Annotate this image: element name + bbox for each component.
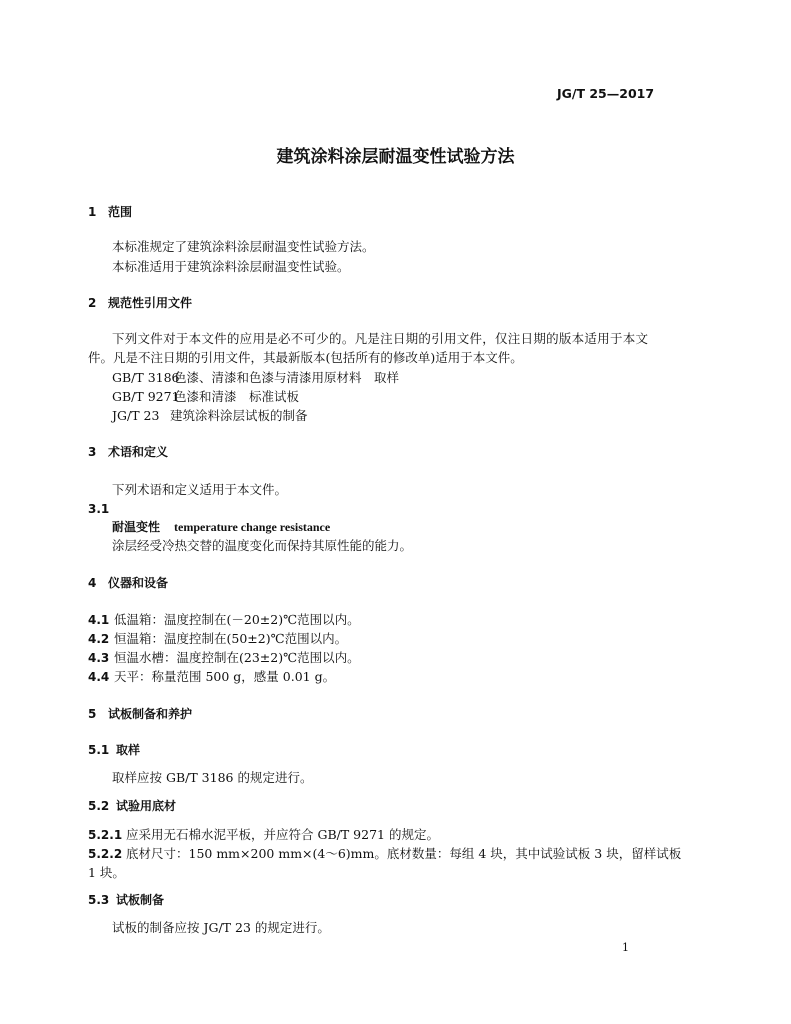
- item-text: 底材尺寸：150 mm×200 mm×(4～6)mm。底材数量：每组 4 块，其中试验试板 3 块，留样试板: [126, 846, 682, 861]
- item-number: 5.2.1: [88, 828, 123, 842]
- item-number: 5.2.2: [88, 847, 123, 861]
- reference-item: [112, 408, 308, 424]
- term-english: temperature change resistance: [174, 520, 331, 534]
- paragraph-line: 下列文件对于本文件的应用是必不可少的。凡是注日期的引用文件，仅注日期的版本适用于本文: [112, 331, 648, 346]
- reference-title: 色漆和清漆 标准试板: [174, 389, 300, 404]
- item-number: 4.1: [88, 613, 110, 627]
- section-title: 试板制备和养护: [108, 707, 193, 721]
- page-number: 1: [622, 941, 629, 954]
- subsection-5-1-heading: [88, 742, 140, 758]
- section-number: 5: [88, 707, 97, 721]
- section-number: 3: [88, 445, 97, 459]
- subsection-number: 5.3: [88, 893, 110, 907]
- section-3-heading: [88, 444, 168, 460]
- section-5-heading: [88, 706, 192, 722]
- term-chinese: 耐温变性: [112, 520, 161, 534]
- section-2-heading: [88, 295, 192, 311]
- item-text: 低温箱：温度控制在(－20±2)℃范围以内。: [114, 612, 360, 627]
- item-text: 天平：称量范围 500 g，感量 0.01 g。: [114, 669, 336, 684]
- paragraph-line: 件。凡是不注日期的引用文件，其最新版本(包括所有的修改单)适用于本文件。: [88, 350, 523, 365]
- paragraph: 本标准规定了建筑涂料涂层耐温变性试验方法。: [112, 239, 375, 254]
- section-title: 仪器和设备: [108, 576, 169, 590]
- item-text: 应采用无石棉水泥平板，并应符合 GB/T 9271 的规定。: [126, 827, 439, 842]
- section-number: 4: [88, 576, 97, 590]
- item-number: 4.2: [88, 632, 110, 646]
- document-code: JG/T 25—2017: [557, 86, 655, 101]
- document-title: 建筑涂料涂层耐温变性试验方法: [276, 147, 515, 167]
- paragraph: 本标准适用于建筑涂料涂层耐温变性试验。: [112, 259, 350, 274]
- list-item: [88, 631, 347, 647]
- term-definition: 涂层经受冷热交替的温度变化而保持其原性能的能力。: [112, 538, 413, 553]
- paragraph: 下列术语和定义适用于本文件。: [112, 482, 288, 497]
- subsection-number: 5.1: [88, 743, 110, 757]
- reference-title: 建筑涂料涂层试板的制备: [170, 408, 308, 423]
- list-item: [88, 650, 360, 666]
- item-text-continued: 1 块。: [88, 865, 125, 880]
- item-number: 4.4: [88, 670, 110, 684]
- reference-title: 色漆、清漆和色漆与清漆用原材料 取样: [174, 370, 400, 385]
- reference-code: GB/T 9271: [112, 389, 180, 404]
- subsection-5-3-heading: [88, 892, 164, 908]
- list-item: [88, 612, 360, 628]
- reference-item: [112, 370, 399, 386]
- subsection-title: 试验用底材: [116, 799, 177, 813]
- term-number: 3.1: [88, 502, 110, 516]
- list-item: [88, 846, 681, 862]
- list-item: [88, 827, 439, 843]
- reference-code: GB/T 3186: [112, 370, 180, 385]
- item-number: 4.3: [88, 651, 110, 665]
- subsection-title: 试板制备: [116, 893, 165, 907]
- section-number: 2: [88, 296, 97, 310]
- section-title: 术语和定义: [108, 445, 169, 459]
- paragraph: 取样应按 GB/T 3186 的规定进行。: [112, 770, 313, 785]
- subsection-5-2-heading: [88, 798, 176, 814]
- subsection-number: 5.2: [88, 799, 110, 813]
- reference-code: JG/T 23: [112, 408, 160, 423]
- section-4-heading: [88, 575, 168, 591]
- item-text: 恒温水槽：温度控制在(23±2)℃范围以内。: [114, 650, 360, 665]
- paragraph: 试板的制备应按 JG/T 23 的规定进行。: [112, 920, 330, 935]
- reference-item: [112, 389, 299, 405]
- list-item: [88, 669, 335, 685]
- subsection-title: 取样: [116, 743, 141, 757]
- section-1-heading: [88, 204, 132, 220]
- term-heading: [112, 519, 330, 535]
- item-text: 恒温箱：温度控制在(50±2)℃范围以内。: [114, 631, 348, 646]
- section-number: 1: [88, 205, 97, 219]
- section-title: 规范性引用文件: [108, 296, 193, 310]
- section-title: 范围: [108, 205, 133, 219]
